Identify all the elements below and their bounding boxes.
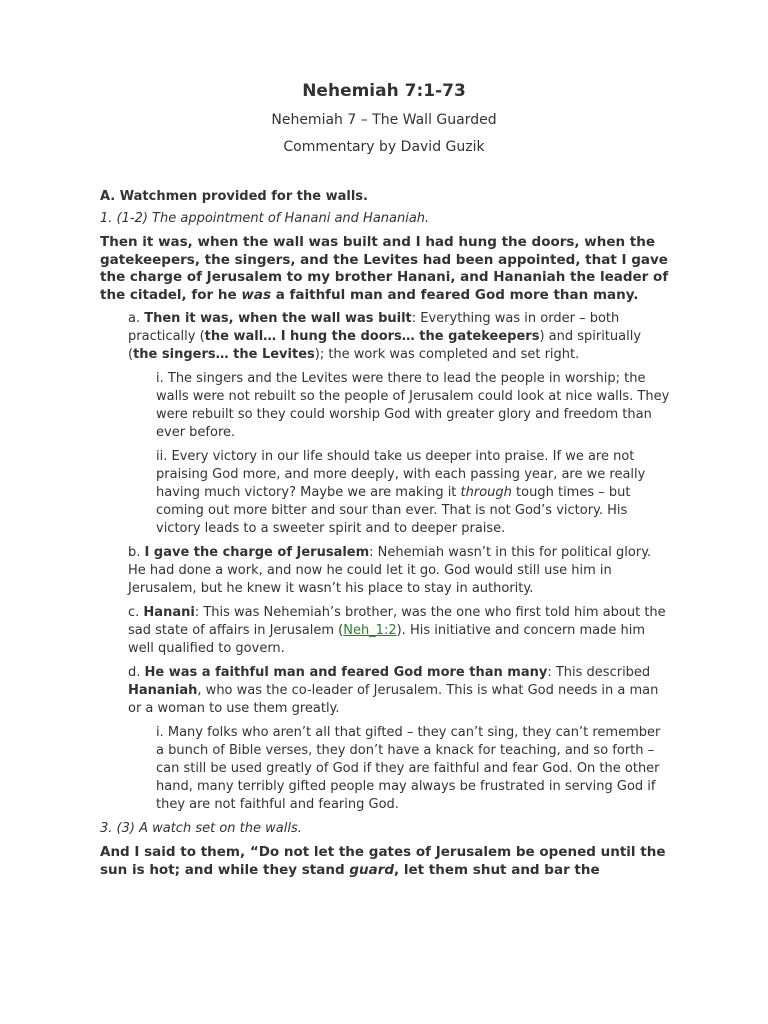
comment-text: ii. Every victory in our life should take us deeper into praise. If we are not praising God more, and more deeply, with each passing year, are we really having much victory? Maybe we are making it xyxy=(156,449,646,500)
verse-emphasis: guard xyxy=(349,861,395,878)
comment-text: : This was Nehemiah’s brother, was the one who first told him about the sad state of affairs in Jerusalem ( xyxy=(128,605,666,638)
section-heading: A. Watchmen provided for the walls. xyxy=(100,189,368,204)
point-marker: d. xyxy=(128,665,145,680)
comment-text: ). His initiative and concern made him well qualified to govern. xyxy=(128,623,645,656)
verse-text: Then it was, when the wall was built and I had hung the doors, when the gatekeepers, the singers, and the Levites had been appointed, that I gave the charge of Jerusalem to my brother Hanani, and Hananiah the leader of the citadel, for he xyxy=(100,234,669,303)
scripture-reference-link[interactable]: Neh_1:2 xyxy=(343,623,397,638)
point-marker: a. xyxy=(128,311,145,326)
comment-point-a xyxy=(128,310,670,364)
subsection-heading: 1. (1-2) The appointment of Hanani and Hananiah. xyxy=(100,211,430,226)
comment-point-c xyxy=(128,604,670,658)
quoted-phrase: I gave the charge of Jerusalem xyxy=(144,545,370,560)
emphasis-word: through xyxy=(460,485,512,500)
quoted-phrase: the wall… I hung the doors… the gatekeepers xyxy=(204,329,540,344)
subsection-heading: 3. (3) A watch set on the walls. xyxy=(100,821,302,836)
verse-text: , let them shut and bar the xyxy=(394,861,600,878)
page-subtitle: Nehemiah 7 – The Wall Guarded xyxy=(271,112,497,128)
comment-subpoint xyxy=(156,448,670,538)
comment-point-b xyxy=(128,544,670,598)
comment-text: ) and spiritually ( xyxy=(128,329,642,362)
point-marker: c. xyxy=(128,605,144,620)
author-line: Commentary by David Guzik xyxy=(283,139,485,155)
quoted-phrase: Hananiah xyxy=(128,683,198,698)
comment-text: : Nehemiah wasn’t in this for political glory. He had done a work, and now he could let it go. God would still use him in Jerusalem, but he knew it wasn’t his place to stay in authority. xyxy=(128,545,652,596)
comment-point-d xyxy=(128,664,670,718)
quoted-phrase: He was a faithful man and feared God more than many xyxy=(144,665,548,680)
comment-text: tough times – but coming out more bitter and sour than ever. That is not God’s victory. His victory leads to a sweeter spirit and to deeper praise. xyxy=(156,485,631,536)
comment-subpoint: i. Many folks who aren’t all that gifted – they can’t sing, they can’t remember a bunch of Bible verses, they don’t have a knack for teaching, and so forth – can still be used greatly of God if they are faithful and fear God. On the other hand, many terribly gifted people may always be frustrated in serving God if they are not faithful and fearing God. xyxy=(156,725,661,812)
verse-emphasis: was xyxy=(241,286,271,303)
comment-text: : This described xyxy=(547,665,651,680)
verse-text: a faithful man and feared God more than many. xyxy=(271,286,639,303)
comment-subpoint: i. The singers and the Levites were there to lead the people in worship; the walls were not rebuilt so the people of Jerusalem could look at nice walls. They were rebuilt so they could worship God with greater glory and freedom than ever before. xyxy=(156,371,670,440)
quoted-phrase: Then it was, when the wall was built xyxy=(144,311,412,326)
quoted-phrase: Hanani xyxy=(143,605,195,620)
scripture-verse xyxy=(100,844,670,879)
comment-text: , who was the co-leader of Jerusalem. This is what God needs in a man or a woman to use them greatly. xyxy=(128,683,659,716)
point-marker: b. xyxy=(128,545,145,560)
comment-text: : Everything was in order – both practically ( xyxy=(128,311,620,344)
page-title: Nehemiah 7:1-73 xyxy=(302,81,466,101)
scripture-verse xyxy=(100,234,670,304)
commentary-body xyxy=(100,188,670,885)
comment-text: ); the work was completed and set right. xyxy=(314,347,580,362)
verse-text: And I said to them, “Do not let the gates of Jerusalem be opened until the sun is hot; and while they stand xyxy=(100,844,666,878)
quoted-phrase: the singers… the Levites xyxy=(133,347,315,362)
